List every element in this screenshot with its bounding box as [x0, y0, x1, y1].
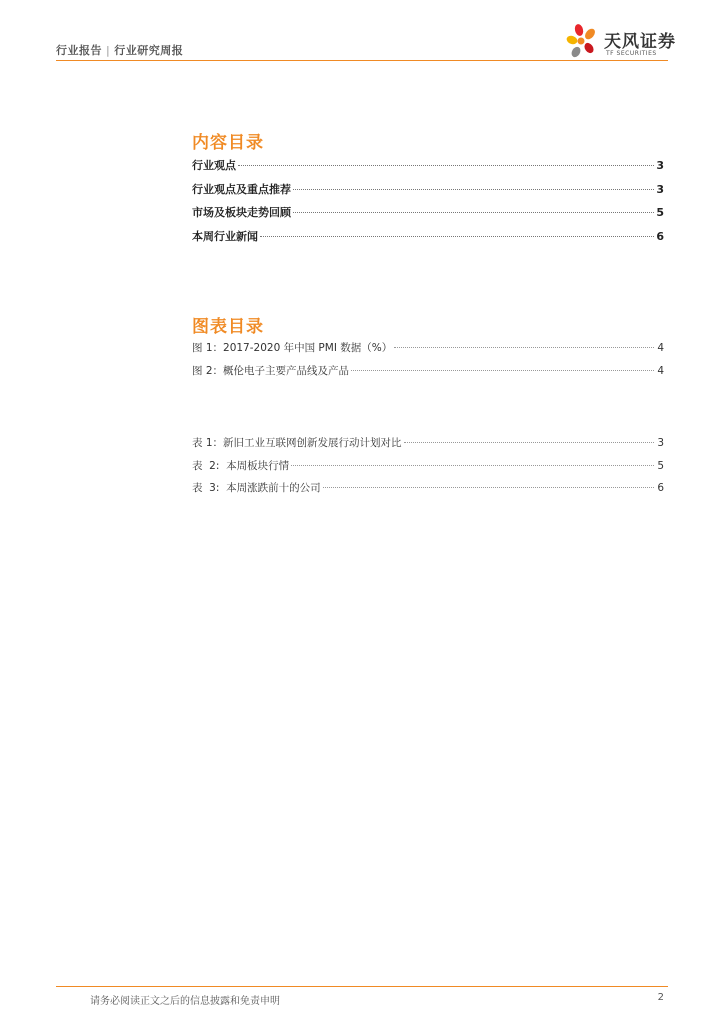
contents-list — [192, 157, 664, 251]
table-entry[interactable] — [192, 435, 664, 458]
tables-list — [192, 435, 664, 503]
tf-securities-logo-icon — [566, 22, 602, 60]
dot-leader — [404, 442, 654, 443]
figure-entry-label: 图 2：概伦电子主要产品线及产品 — [192, 364, 350, 377]
toc-entry[interactable] — [192, 157, 664, 181]
table-entry-label: 表 2: 本周板块行情 — [192, 459, 290, 472]
footer-divider — [56, 986, 668, 987]
toc-entry[interactable] — [192, 181, 664, 205]
logo-name-en: TF SECURITIES — [606, 50, 657, 57]
toc-entry-page: 6 — [656, 229, 664, 243]
toc-entry-label: 行业观点及重点推荐 — [192, 182, 291, 196]
report-header — [56, 42, 183, 58]
table-entry-page: 6 — [657, 482, 664, 494]
report-type: 行业研究周报 — [114, 44, 184, 57]
toc-entry-page: 3 — [656, 159, 664, 172]
footer-disclaimer: 请务必阅读正文之后的信息披露和免责申明 — [90, 996, 280, 1007]
table-entry-page: 3 — [657, 437, 664, 449]
figure-entry[interactable] — [192, 363, 664, 386]
table-entry-label: 表 3: 本周涨跌前十的公司 — [192, 482, 321, 494]
figure-entry-page: 4 — [657, 342, 664, 354]
dot-leader — [323, 487, 654, 488]
company-logo — [566, 22, 676, 62]
figure-entry[interactable] — [192, 340, 664, 363]
figure-entry-page: 4 — [657, 364, 664, 377]
report-category: 行业报告 — [56, 44, 102, 57]
dot-leader — [394, 347, 654, 348]
toc-entry-page: 3 — [656, 182, 664, 196]
dot-leader — [293, 189, 654, 190]
dot-leader — [238, 165, 654, 166]
toc-entry-label: 市场及板块走势回顾 — [192, 206, 291, 219]
dot-leader — [293, 212, 654, 213]
table-entry-page: 5 — [657, 459, 664, 472]
dot-leader — [351, 370, 654, 371]
table-entry[interactable] — [192, 458, 664, 481]
toc-entry[interactable] — [192, 228, 664, 252]
table-entry[interactable] — [192, 480, 664, 503]
header-separator: | — [106, 44, 111, 57]
toc-entry-label: 本周行业新闻 — [192, 229, 258, 243]
dot-leader — [291, 465, 654, 466]
figures-title: 图表目录 — [192, 317, 264, 337]
figures-list — [192, 340, 664, 385]
dot-leader — [260, 236, 654, 237]
toc-entry[interactable] — [192, 204, 664, 228]
toc-entry-page: 5 — [656, 206, 664, 219]
figure-entry-label: 图 1：2017-2020 年中国 PMI 数据（%） — [192, 342, 393, 354]
page-number: 2 — [657, 992, 664, 1003]
table-entry-label: 表 1：新旧工业互联网创新发展行动计划对比 — [192, 437, 402, 449]
contents-title: 内容目录 — [192, 133, 264, 153]
toc-entry-label: 行业观点 — [192, 159, 236, 172]
logo-name-cn: 天风证券 — [604, 32, 676, 52]
